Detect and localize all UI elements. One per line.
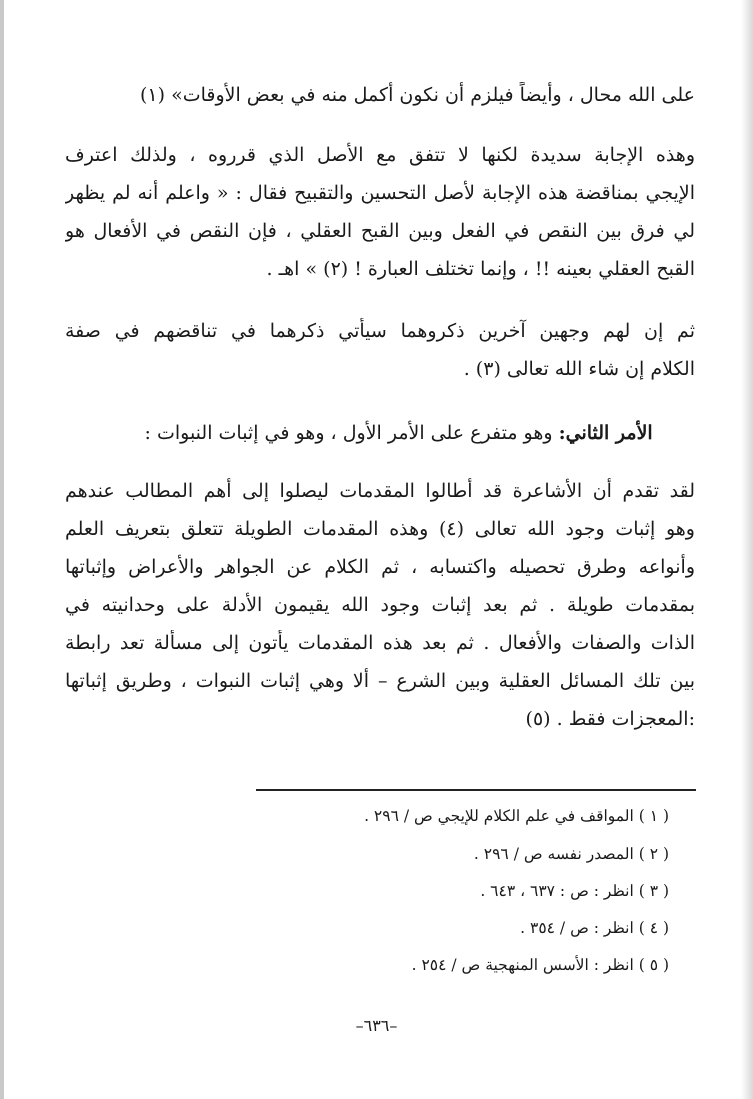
section-heading-line	[65, 420, 695, 446]
paragraph-3-line-1: ثم إن لهم وجهين آخرين ذكروهما سيأتي ذكرهما في تناقضهم في صفة	[65, 320, 695, 342]
section-heading-title: الأمر الثاني:	[558, 422, 653, 444]
paragraph-5-line-4: بمقدمات طويلة . ثم بعد إثبات وجود الله يقيمون الأدلة على وحدانيته في	[65, 594, 695, 616]
footnote-separator	[256, 789, 696, 791]
paragraph-2-line-3: لي فرق بين النقص في الفعل وبين القبح العقلي ، فإن النقص في الأفعال هو	[65, 220, 695, 242]
paragraph-5-line-1: لقد تقدم أن الأشاعرة قد أطالوا المقدمات ليصلوا إلى أهم المطالب عندهم	[65, 480, 695, 502]
paragraph-2-line-4: القبح العقلي بعينه !! ، وإنما تختلف العبارة ! (٢) » اهـ .	[266, 258, 695, 280]
paragraph-5-line-2: وهو إثبات وجود الله تعالى (٤) وهذه المقدمات الطويلة تتعلق بتعريف العلم	[65, 518, 695, 540]
paragraph-1-line-1: على الله محال ، وأيضاً فيلزم أن نكون أكمل منه في بعض الأوقات» (١)	[139, 84, 695, 106]
footnote-1: ( ١ ) المواقف في علم الكلام للإيجي ص / ٢٩٦ .	[364, 807, 669, 825]
footnote-3: ( ٣ ) انظر : ص : ٦٣٧ ، ٦٤٣ .	[480, 882, 669, 900]
page-edge-shadow	[741, 0, 753, 1099]
paragraph-2-line-2: الإيجي بمناقضة هذه الإجابة لأصل التحسين والتقبيح فقال : « واعلم أنه لم يظهر	[65, 182, 695, 204]
page-left-edge	[0, 0, 4, 1099]
page-number: –٦٣٦–	[355, 1016, 398, 1035]
footnote-4: ( ٤ ) انظر : ص / ٣٥٤ .	[520, 919, 669, 937]
paragraph-5-line-3: وأنواعه وطرق تحصيله واكتسابه ، ثم الكلام عن الجواهر والأعراض وإثباتها	[65, 556, 695, 578]
footnote-2: ( ٢ ) المصدر نفسه ص / ٢٩٦ .	[473, 845, 669, 863]
paragraph-3-line-2: الكلام إن شاء الله تعالى (٣) .	[463, 358, 695, 380]
paragraph-5-line-7: :المعجزات فقط . (٥)	[525, 708, 695, 730]
paragraph-5-line-5: الذات والصفات والأفعال . ثم بعد هذه المقدمات يأتون إلى مسألة تعد رابطة	[65, 632, 695, 654]
paragraph-2-line-1: وهذه الإجابة سديدة لكنها لا تتفق مع الأصل الذي قرروه ، ولذلك اعترف	[65, 144, 695, 166]
footnote-5: ( ٥ ) انظر : الأسس المنهجية ص / ٢٥٤ .	[411, 956, 669, 974]
paragraph-5-line-6: بين تلك المسائل العقلية وبين الشرع – ألا وهي إثبات النبوات ، وطريق إثباتها	[65, 670, 695, 692]
section-heading-text: وهو متفرع على الأمر الأول ، وهو في إثبات النبوات :	[144, 422, 559, 444]
